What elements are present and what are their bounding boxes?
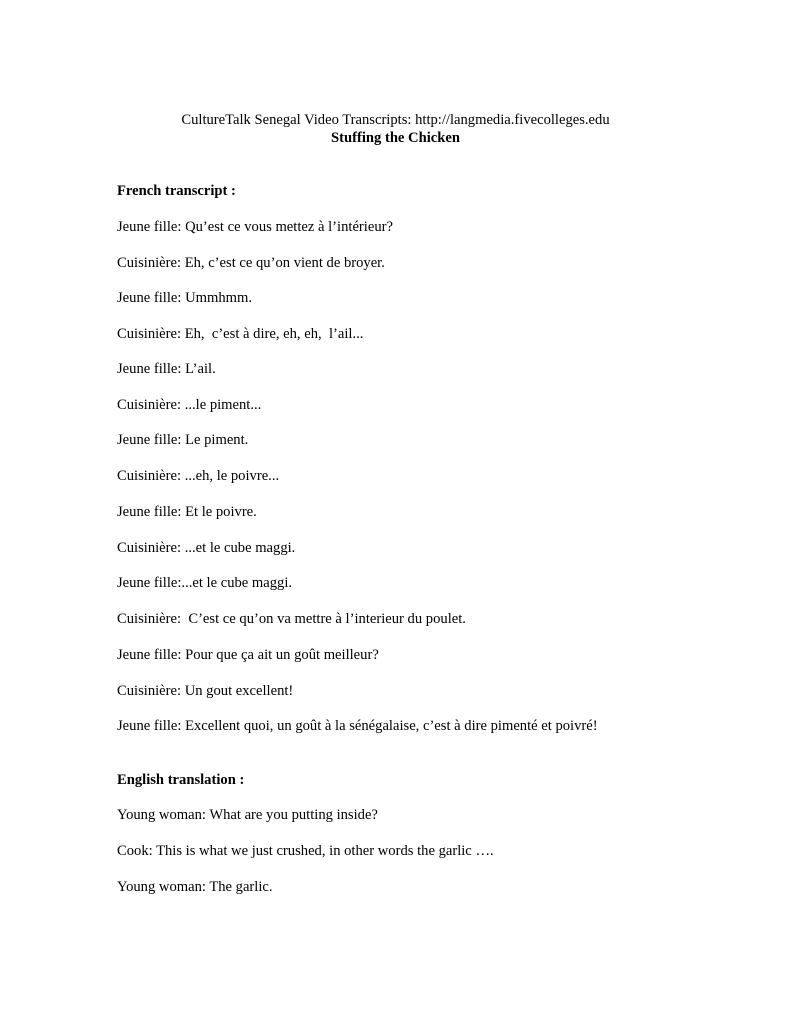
french-line: Jeune fille:...et le cube maggi. — [117, 575, 293, 591]
english-line: Cook: This is what we just crushed, in other words the garlic …. — [117, 843, 494, 859]
french-line: Cuisinière: ...eh, le poivre... — [117, 468, 280, 484]
french-line: Cuisinière: Un gout excellent! — [117, 683, 294, 699]
french-line: Jeune fille: Et le poivre. — [117, 504, 257, 520]
french-line: Cuisinière: ...et le cube maggi. — [117, 540, 296, 556]
french-line: Jeune fille: Qu’est ce vous mettez à l’intérieur? — [117, 219, 393, 235]
french-line: Jeune fille: Excellent quoi, un goût à la sénégalaise, c’est à dire pimenté et poivré! — [117, 718, 598, 734]
french-line: Jeune fille: Pour que ça ait un goût meilleur? — [117, 647, 379, 663]
document-subtitle: Stuffing the Chicken — [331, 130, 460, 146]
french-line: Cuisinière: ...le piment... — [117, 397, 262, 413]
english-translation-heading: English translation : — [117, 772, 245, 788]
english-line: Young woman: What are you putting inside? — [117, 807, 378, 823]
french-line: Jeune fille: Le piment. — [117, 432, 249, 448]
french-line: Jeune fille: Ummhmm. — [117, 290, 252, 306]
french-line: Cuisinière: Eh, c’est ce qu’on vient de broyer. — [117, 255, 385, 271]
french-line: Cuisinière: Eh, c’est à dire, eh, eh, l’ail... — [117, 326, 364, 342]
french-line: Jeune fille: L’ail. — [117, 361, 216, 377]
english-line: Young woman: The garlic. — [117, 879, 273, 895]
french-line: Cuisinière: C’est ce qu’on va mettre à l’interieur du poulet. — [117, 611, 466, 627]
document-title: CultureTalk Senegal Video Transcripts: http://langmedia.fivecolleges.edu — [181, 112, 610, 128]
french-transcript-heading: French transcript : — [117, 183, 236, 199]
